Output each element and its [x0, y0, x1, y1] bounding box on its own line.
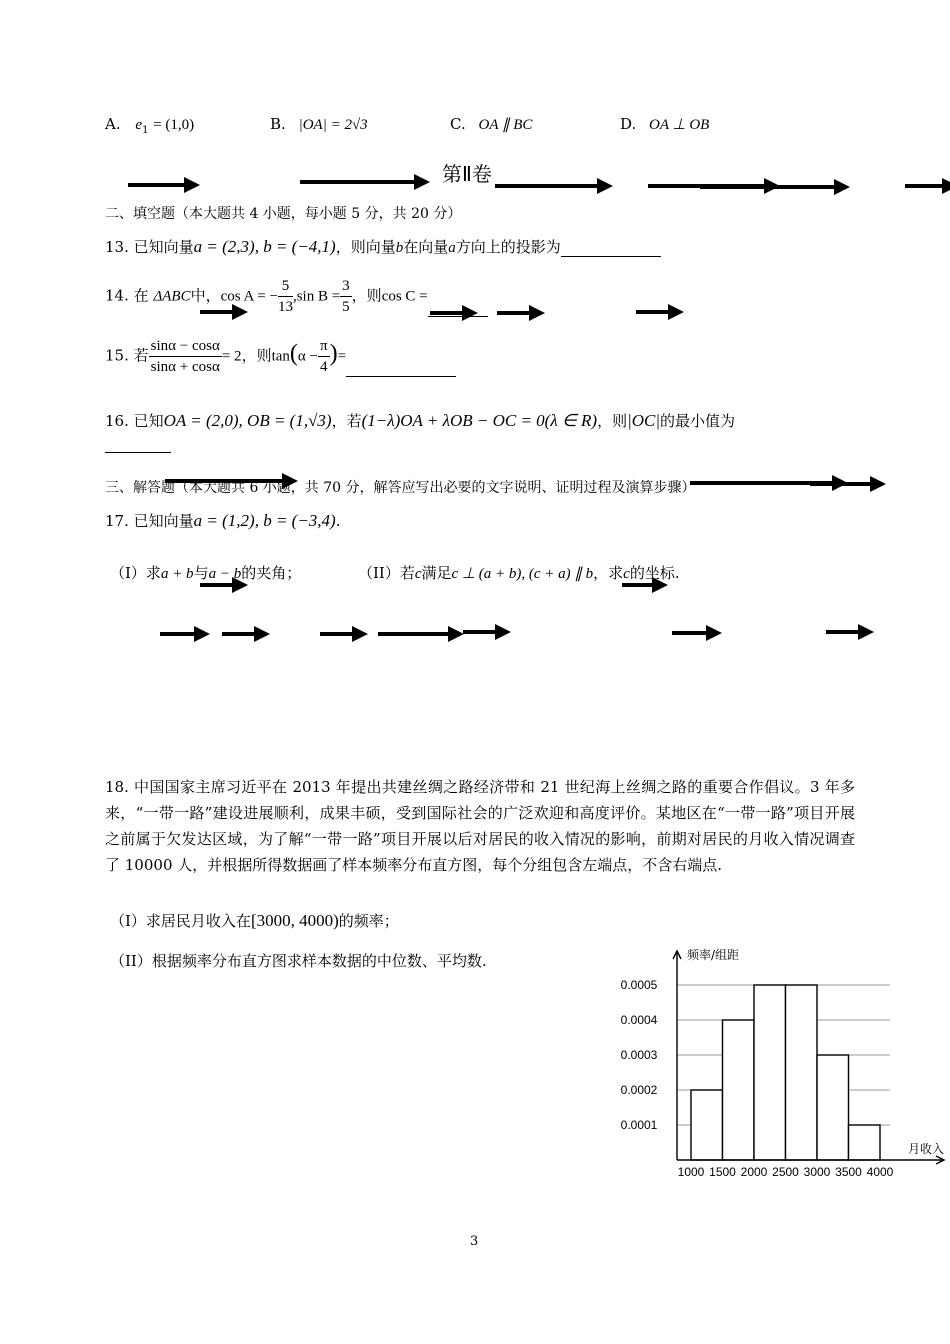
y-tick-label: 0.0004 [620, 1013, 658, 1027]
x-tick-label: 2000 [740, 1165, 768, 1179]
q18-p1-a: （I）求居民月收入在 [110, 912, 251, 930]
x-axis-label: 月收入 [908, 1142, 945, 1156]
q14-text-c: ，则 [351, 286, 382, 305]
histogram-bar [691, 1090, 723, 1160]
q17-p2-label: （II）若 [358, 564, 415, 582]
q17-p2-math2: c ⊥ (a + b), (c + a) ∥ b [451, 566, 594, 582]
q14-text-b: 中， [190, 286, 221, 305]
q14-number: 14. [105, 286, 129, 305]
fill-header: 二、填空题（本大题共 4 小题，每小题 5 分，共 20 分） [105, 206, 462, 222]
q17-number: 17. [105, 512, 129, 530]
q15-pi-den: 4 [320, 359, 328, 375]
histogram-chart [590, 945, 950, 1185]
y-tick-label: 0.0003 [620, 1048, 658, 1062]
q15-pi-num: π [318, 336, 330, 357]
option-a [105, 115, 194, 136]
question-18 [105, 774, 855, 878]
q15-text-b: ，则 [241, 346, 272, 365]
q15-math-a: = 2 [221, 348, 242, 365]
q15-f-den: sinα + cosα [150, 359, 220, 375]
question-14 [105, 276, 488, 317]
page-number: 3 [470, 1234, 479, 1249]
q13-math-a: a = (2,3), b = (−4,1) [193, 237, 336, 256]
question-16 [105, 410, 735, 431]
q17-p2-mid2: ，求 [593, 564, 624, 582]
q16-answer-blank[interactable] [105, 452, 171, 453]
q16-text-d: 的最小值为 [660, 412, 736, 430]
option-b-math: |OA| = 2√3 [298, 117, 368, 133]
q13-math-b: b [395, 240, 404, 256]
q16-text-a: 已知 [133, 412, 164, 430]
q15-f-num: sinα − cosα [149, 336, 222, 357]
answer-header: 三、解答题（本大题共 6 小题，共 70 分，解答应写出必要的文字说明、证明过程及演算步骤） [105, 480, 696, 496]
q14-text-a: 在 [133, 286, 149, 305]
x-tick-label: 3000 [803, 1165, 831, 1179]
question-13 [105, 236, 661, 257]
q18-part-2: （II）根据频率分布直方图求样本数据的中位数、平均数. [110, 952, 487, 970]
q15-answer-blank[interactable] [346, 360, 456, 377]
q17-p1-mid: 与 [193, 564, 209, 582]
option-d [620, 115, 709, 134]
histogram-bar [849, 1125, 881, 1160]
option-a-math: e [135, 117, 143, 133]
q16-number: 16. [105, 412, 129, 430]
option-d-label: D. [620, 115, 637, 133]
q18-p1-b: 的频率； [338, 912, 399, 930]
q15-text-a: 若 [133, 346, 149, 365]
q18-body: 中国国家主席习近平在 2013 年提出共建丝绸之路经济带和 21 世纪海上丝绸之路的重要合作倡议。3 年多来，“一带一路”建设进展顺利，成果丰硕，受到国际社会的广泛欢迎和高度评价。某地区在“一带一路”项目开展之前属于欠发达区域，为了解“一带一路”项目开展以后对居民的收入情况的影响，前期对居民的月收入情况调查了 10000 人，并根据所得数据画了样本频率分布直方图，每个分组包含左端点，不含右端点. [105, 778, 855, 874]
y-axis-label: 频率/组距 [687, 948, 740, 962]
q13-text-b: ，则向量 [335, 238, 396, 256]
q15-math-d: = [337, 348, 347, 365]
q14-math-c: ,sin B = [292, 288, 341, 305]
q14-math-a: ΔABC [153, 288, 191, 305]
q18-number: 18. [105, 778, 129, 796]
q18-p1-math: [3000, 4000) [250, 911, 339, 930]
q18-part-1 [110, 910, 399, 931]
x-tick-label: 1000 [677, 1165, 705, 1179]
q15-pi-fraction [318, 336, 330, 377]
q15-math-b: tan [271, 348, 290, 365]
option-c [450, 115, 532, 134]
y-tick-label: 0.0002 [620, 1083, 658, 1097]
q14-answer-blank[interactable] [428, 300, 488, 317]
q17-math-a: a = (1,2), b = (−3,4) [193, 511, 336, 530]
q14-f1-num: 5 [278, 276, 293, 297]
option-b-label: B. [270, 115, 286, 133]
option-c-math: OA ∥ BC [478, 117, 533, 133]
x-tick-label: 2500 [772, 1165, 799, 1179]
q16-math-b: (1−λ)OA + λOB − OC = 0(λ ∈ R) [361, 411, 598, 430]
q17-p1-math: a + b [160, 566, 194, 582]
q17-p1-end: 的夹角； [241, 564, 302, 582]
q13-text-a: 已知向量 [133, 238, 194, 256]
q15-paren-open: ( [289, 340, 298, 367]
histogram-bar [786, 985, 818, 1160]
q13-text-d: 方向上的投影为 [455, 238, 561, 256]
question-15 [105, 336, 456, 377]
histogram-bar [754, 985, 786, 1160]
q16-math-c: |OC| [627, 411, 661, 430]
q16-text-b: ，若 [331, 412, 362, 430]
q14-f2-den: 5 [342, 299, 350, 315]
option-a-sub: 1 [142, 125, 149, 136]
q16-math-a: OA = (2,0), OB = (1,√3) [163, 411, 332, 430]
option-a-label: A. [105, 115, 121, 133]
q14-math-b: cos A = − [220, 288, 278, 305]
q17-p1-math2: a − b [208, 566, 242, 582]
q17-p2-end: 的坐标. [629, 564, 680, 582]
q15-number: 15. [105, 346, 129, 365]
histogram-bar [817, 1055, 849, 1160]
x-tick-label: 3500 [835, 1165, 862, 1179]
y-tick-label: 0.0001 [620, 1118, 658, 1132]
q15-fraction [149, 336, 222, 377]
q14-math-d: cos C = [381, 288, 428, 305]
q13-answer-blank[interactable] [561, 240, 661, 257]
section-title: 第Ⅱ卷 [442, 162, 492, 186]
q17-end: . [335, 512, 341, 530]
option-a-rest: = (1,0) [153, 117, 195, 133]
y-tick-label: 0.0005 [620, 978, 658, 992]
q13-number: 13. [105, 238, 129, 256]
q17-p2-mid: 满足 [421, 564, 452, 582]
x-tick-label: 1500 [709, 1165, 736, 1179]
q17-p2-math3: c [623, 566, 630, 582]
q17-p1-label: （I）求 [110, 564, 161, 582]
x-tick-label: 4000 [866, 1165, 894, 1179]
q13-text-c: 在向量 [403, 238, 449, 256]
q17-part-2 [358, 562, 680, 583]
histogram-bar [723, 1020, 755, 1160]
option-b [270, 115, 368, 134]
q13-math-c: a [448, 240, 456, 256]
q17-part-1 [110, 562, 301, 583]
q14-fraction-1 [278, 276, 293, 317]
q16-text-c: ，则 [597, 412, 628, 430]
question-17 [105, 510, 341, 531]
q14-fraction-2 [340, 276, 352, 317]
q15-paren-close: ) [329, 340, 338, 367]
option-c-label: C. [450, 115, 466, 133]
option-d-math: OA ⊥ OB [649, 117, 710, 133]
q17-text-a: 已知向量 [133, 512, 194, 530]
q15-math-c: α − [297, 348, 318, 365]
q14-f1-den: 13 [277, 299, 293, 315]
q14-f2-num: 3 [340, 276, 352, 297]
q17-p2-math: c [414, 566, 422, 582]
